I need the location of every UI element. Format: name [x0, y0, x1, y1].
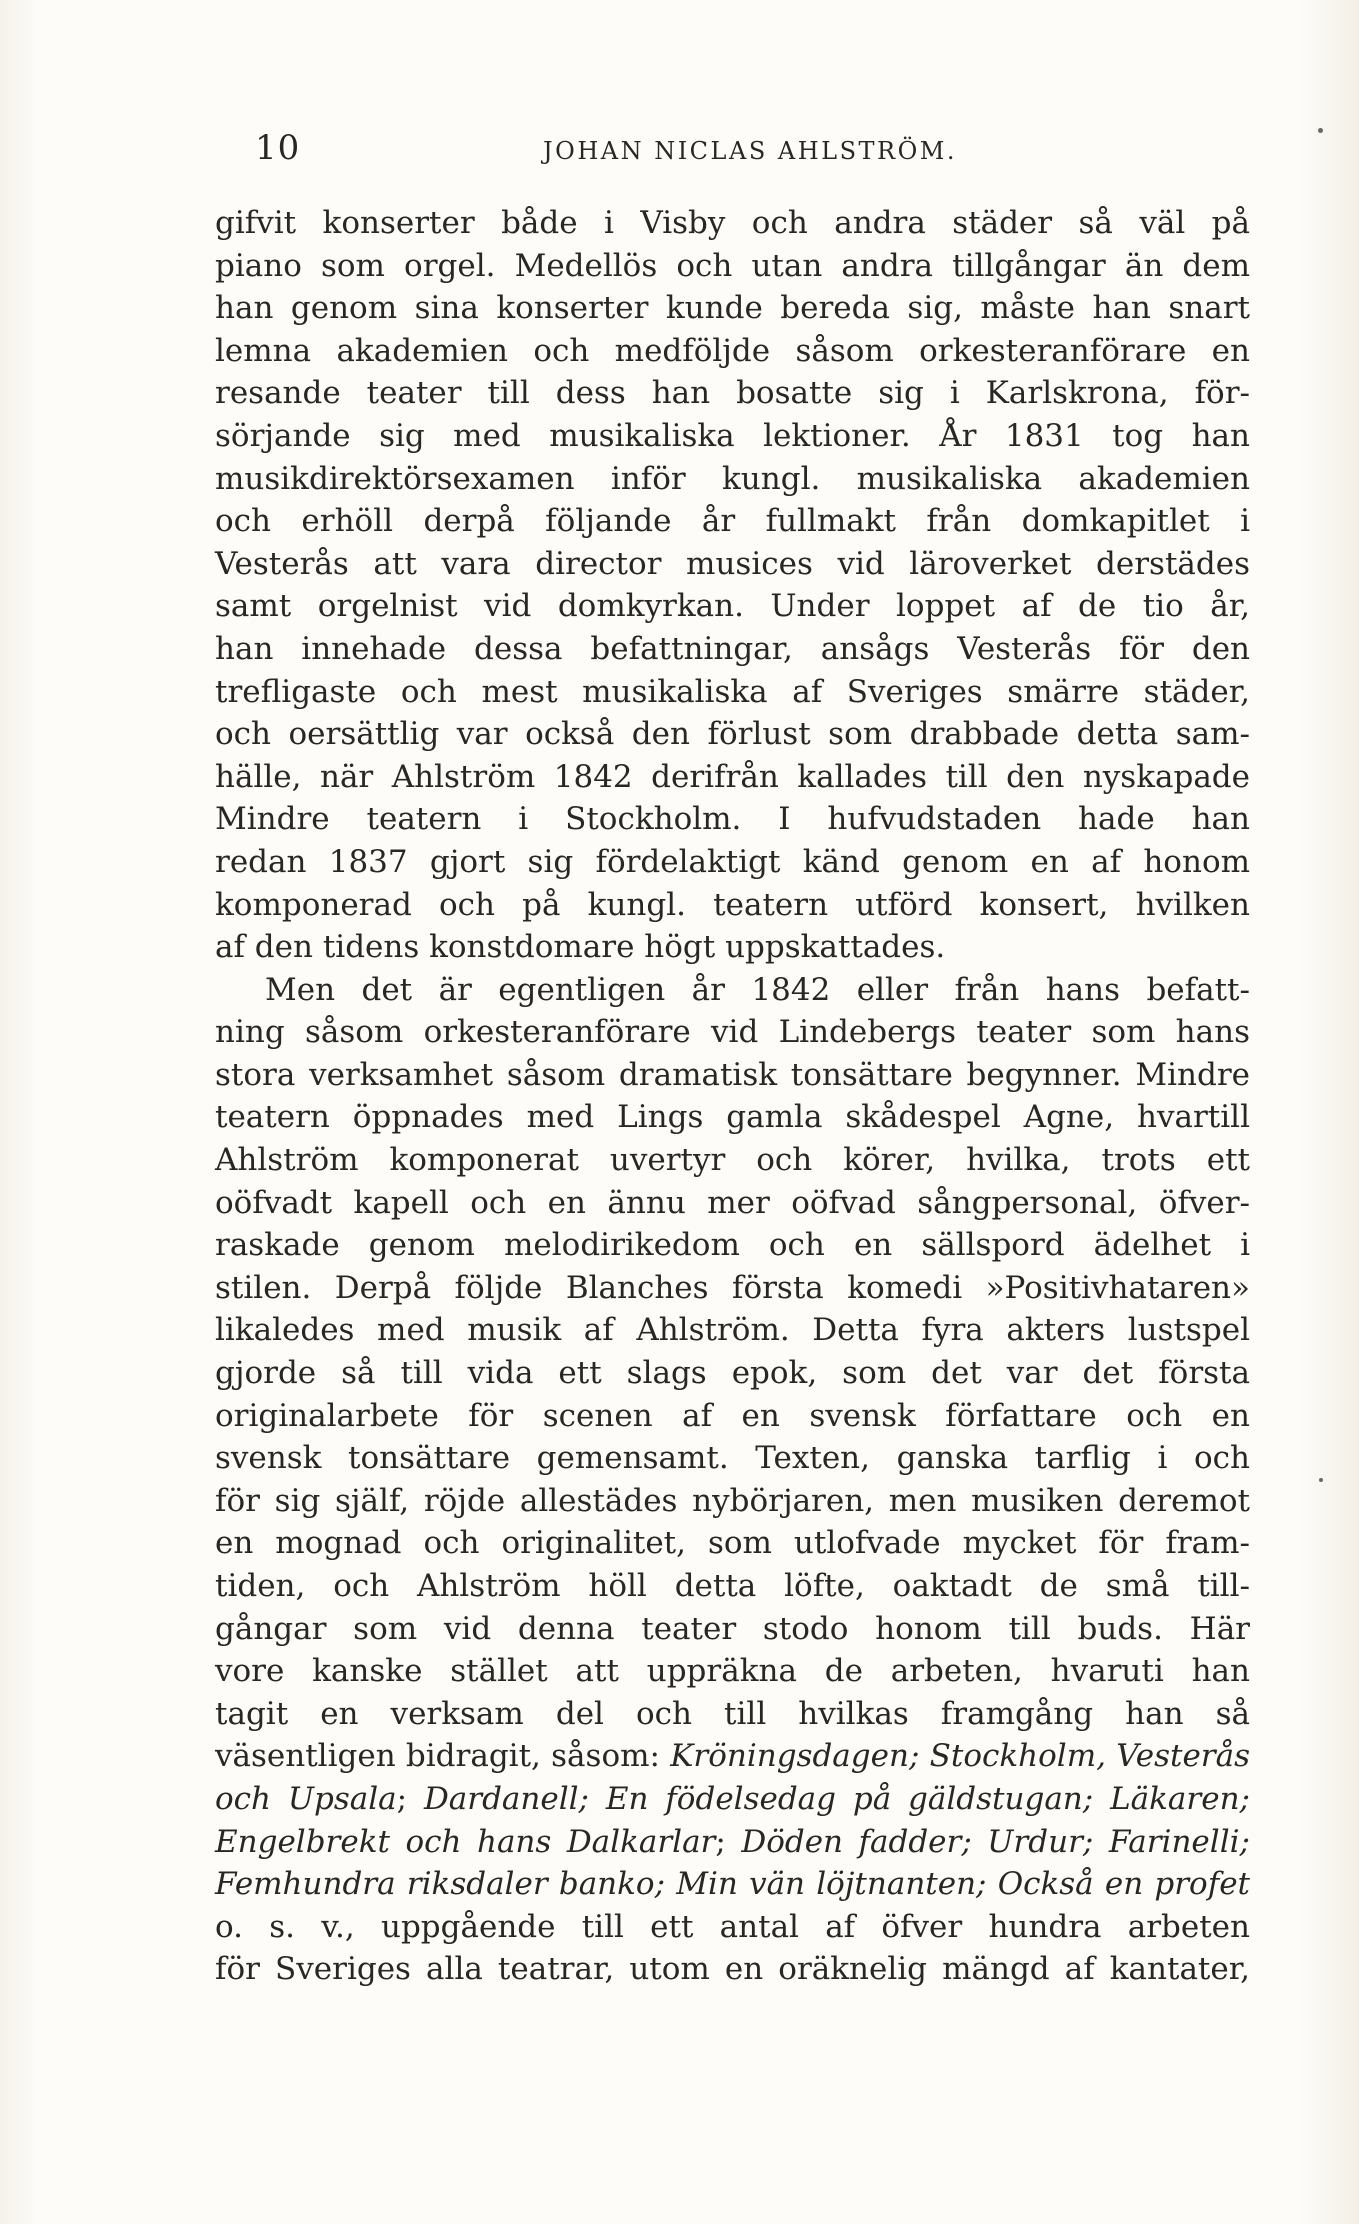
work-title-italic: Döden fadder; Urdur; Farinelli;	[741, 1823, 1250, 1860]
text-line: hälle, när Ahlström 1842 derifrån kallades till den nyskapade	[215, 758, 1250, 795]
text-line: och oersättlig var också den förlust som drabbade detta sam-	[215, 716, 1250, 753]
text-line: Mindre teatern i Stockholm. I hufvudstaden hade han	[215, 801, 1250, 838]
text-line: svensk tonsättare gemensamt. Texten, ganska tarflig i och	[215, 1440, 1250, 1477]
text-line: resande teater till dess han bosatte sig i Karlskrona, för-	[215, 375, 1250, 412]
text-line-works: Femhundra riksdaler banko; Min vän löjtnanten; Också en profet	[215, 1866, 1250, 1903]
text-line: originalarbete för scenen af en svensk författare och en	[215, 1397, 1250, 1434]
text-line: o. s. v., uppgående till ett antal af öfver hundra arbeten	[215, 1908, 1250, 1945]
text-line: och erhöll derpå följande år fullmakt från domkapitlet i	[215, 503, 1250, 540]
paper-speck	[1318, 128, 1323, 133]
paragraph-end-line: af den tidens konstdomare högt uppskattades.	[215, 929, 946, 966]
body-text	[215, 202, 1250, 1991]
work-title-italic: Engelbrekt och hans Dalkarlar	[215, 1823, 716, 1860]
paper-speck	[1319, 1478, 1323, 1482]
text-line: sörjande sig med musikaliska lektioner. År 1831 tog han	[215, 417, 1250, 454]
text-line: tiden, och Ahlström höll detta löfte, oaktadt de små till-	[215, 1568, 1250, 1604]
text-line: gifvit konserter både i Visby och andra städer så väl på	[215, 205, 1250, 241]
text-line: trefligaste och mest musikaliska af Sveriges smärre städer,	[215, 673, 1250, 710]
text-line: vore kanske stället att uppräkna de arbeten, hvaruti han	[215, 1653, 1250, 1690]
text-line: han genom sina konserter kunde bereda sig, måste han snart	[215, 290, 1250, 327]
text-line: lemna akademien och medföljde såsom orkesteranförare en	[215, 332, 1250, 369]
work-title-italic: Dardanell; En födelsedag på gäldstugan; Läkaren;	[423, 1780, 1250, 1817]
text-line: en mognad och originalitet, som utlofvade mycket för fram-	[215, 1525, 1250, 1562]
text-line: musikdirektörsexamen inför kungl. musikaliska akademien	[215, 460, 1250, 497]
text-line: för Sveriges alla teatrar, utom en oräknelig mängd af kantater,	[215, 1951, 1250, 1988]
page-number: 10	[255, 128, 301, 168]
text-line: gångar som vid denna teater stodo honom till buds. Här	[215, 1610, 1250, 1647]
text-roman: ;	[715, 1823, 742, 1860]
work-title-italic: Kröningsdagen; Stockholm, Vesterås	[670, 1738, 1251, 1775]
text-line: stilen. Derpå följde Blanches första komedi »Positivhataren»	[215, 1269, 1250, 1306]
text-line: piano som orgel. Medellös och utan andra tillgångar än dem	[215, 247, 1250, 284]
text-line-works-start	[215, 1735, 1250, 1778]
text-line: oöfvadt kapell och en ännu mer oöfvad sångpersonal, öfver-	[215, 1184, 1250, 1221]
text-line-works	[215, 1821, 1250, 1864]
page-header	[255, 128, 1245, 168]
work-title-italic: och Upsala	[215, 1780, 397, 1817]
text-line: teatern öppnades med Lings gamla skådespel Agne, hvartill	[215, 1099, 1250, 1136]
paragraph-start-line: Men det är egentligen år 1842 eller från hans befatt-	[265, 971, 1250, 1008]
text-line: raskade genom melodirikedom och en sällspord ädelhet i	[215, 1227, 1250, 1264]
text-line: stora verksamhet såsom dramatisk tonsättare begynner. Mindre	[215, 1056, 1250, 1093]
text-line: Ahlström komponerat uvertyr och körer, hvilka, trots ett	[215, 1142, 1250, 1179]
text-line: samt orgelnist vid domkyrkan. Under loppet af de tio år,	[215, 588, 1250, 625]
text-line: likaledes med musik af Ahlström. Detta fyra akters lustspel	[215, 1312, 1250, 1349]
text-line: redan 1837 gjort sig fördelaktigt känd genom en af honom	[215, 843, 1250, 880]
running-head: JOHAN NICLAS AHLSTRÖM.	[543, 137, 957, 165]
text-roman: väsentligen bidragit, såsom:	[215, 1738, 671, 1775]
text-line: komponerad och på kungl. teatern utförd konsert, hvilken	[215, 886, 1250, 923]
text-line-works	[215, 1778, 1250, 1821]
text-line: för sig själf, röjde allestädes nybörjaren, men musiken deremot	[215, 1482, 1250, 1519]
text-line: Vesterås att vara director musices vid läroverket derstädes	[215, 545, 1250, 582]
text-roman: ;	[396, 1780, 424, 1817]
text-line: ning såsom orkesteranförare vid Lindebergs teater som hans	[215, 1014, 1250, 1051]
text-line: han innehade dessa befattningar, ansågs Vesterås för den	[215, 630, 1250, 667]
text-line: tagit en verksam del och till hvilkas framgång han så	[215, 1695, 1250, 1732]
text-line: gjorde så till vida ett slags epok, som det var det första	[215, 1355, 1250, 1392]
